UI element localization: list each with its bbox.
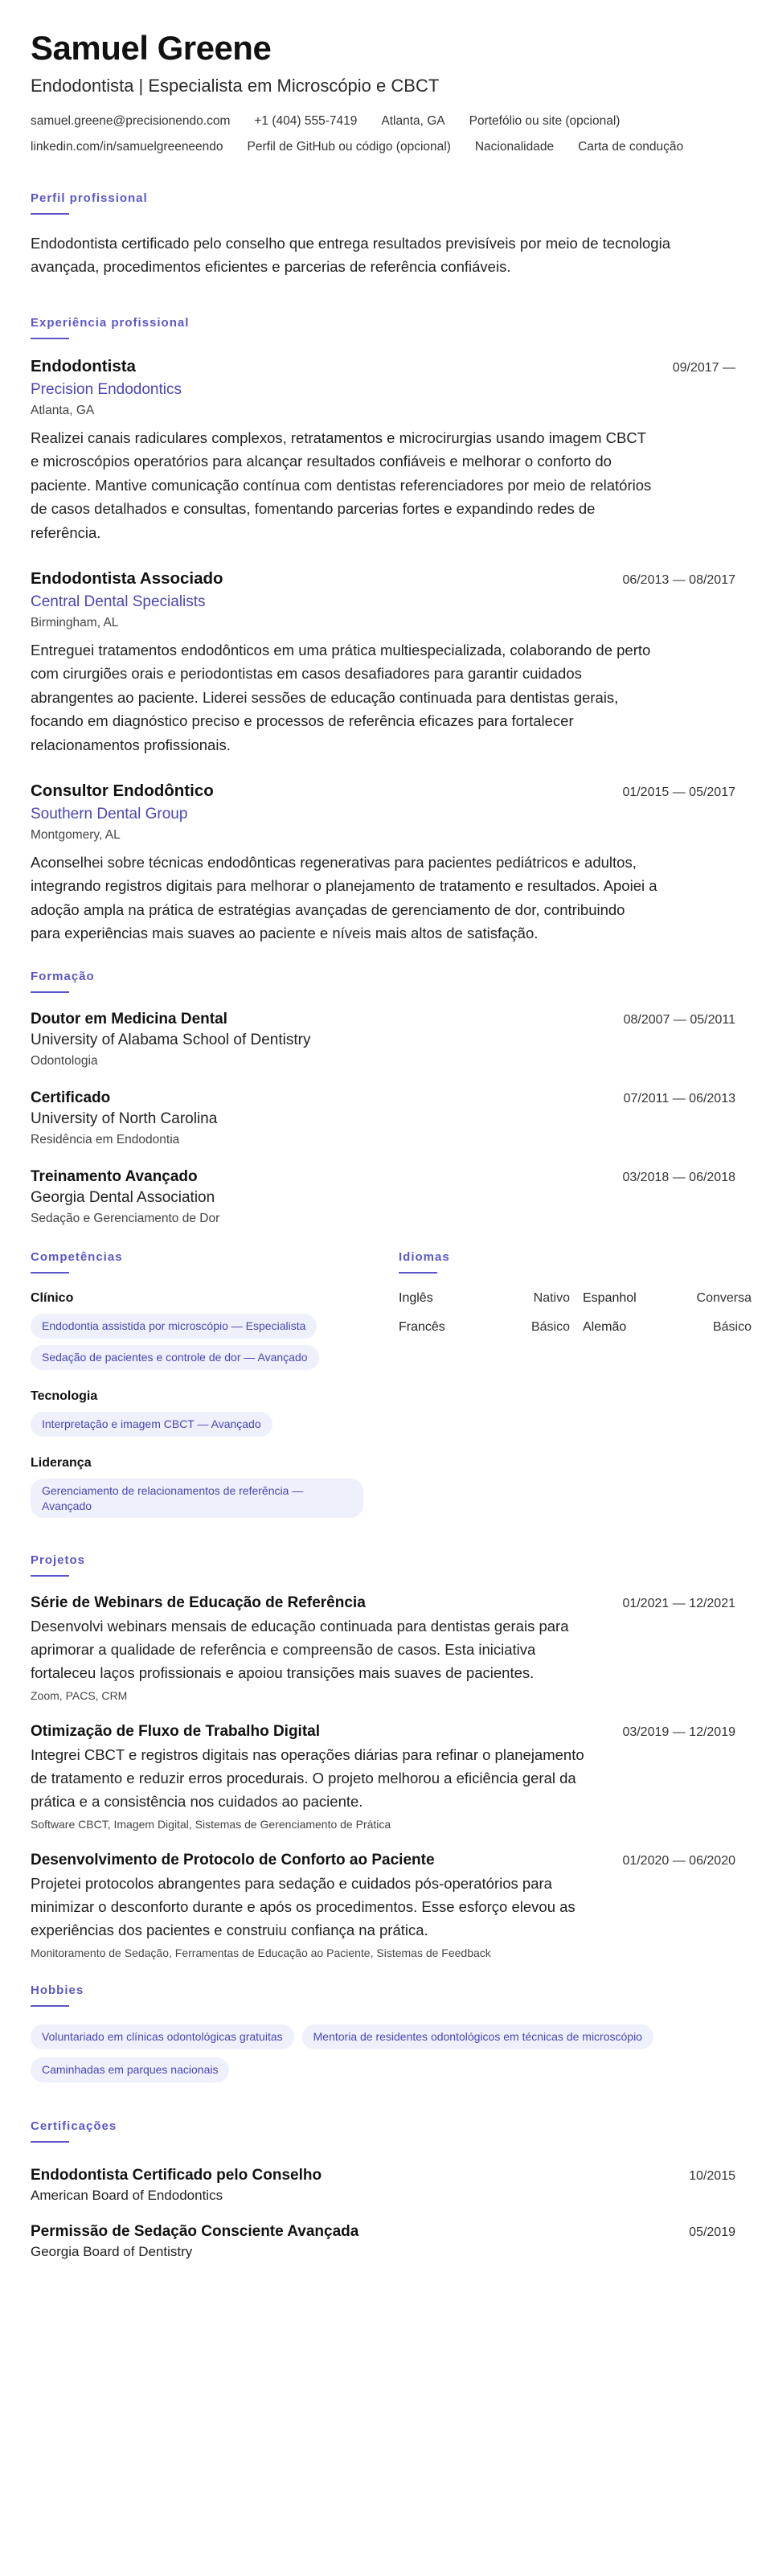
- language-level: Conversa: [696, 1290, 752, 1305]
- section-divider: [31, 1575, 69, 1577]
- section-title: Idiomas: [399, 1249, 450, 1264]
- project-dates: 01/2020 — 06/2020: [622, 1854, 735, 1868]
- skill-chip-group: [31, 1412, 399, 1437]
- job-dates: 09/2017 —: [672, 360, 735, 375]
- section-title: Certificações: [31, 2119, 117, 2134]
- contact-email[interactable]: samuel.greene@precisionendo.com: [31, 114, 231, 129]
- skills-section: [31, 1250, 399, 1537]
- degree-title: Doutor em Medicina Dental: [31, 1010, 227, 1028]
- section-divider: [399, 1272, 437, 1274]
- skill-chip: Gerenciamento de relacionamentos de referência — Avançado: [31, 1479, 363, 1519]
- certification-title: Permissão de Sedação Consciente Avançada: [31, 2223, 359, 2241]
- certification-issuer: American Board of Endodontics: [31, 2188, 223, 2204]
- candidate-name: Samuel Greene: [31, 29, 272, 67]
- education-item: [31, 1089, 735, 1147]
- contact-portfolio[interactable]: Portefólio ou site (opcional): [469, 114, 621, 129]
- skill-chip-group: [31, 1314, 399, 1370]
- job-description: Entreguei tratamentos endodônticos em uma prática multiespecializada, colaborando de perto com cirurgiões orais e periodontistas em casos desafiadores para garantir cuidados abrangentes ao paciente. Liderei sessões de educação continuada para dentistas gerais, focando em diagnóstico preciso e processos de referência eficazes para fortalecer relacionamentos profissionais.: [31, 641, 651, 753]
- education-field: Sedação e Gerenciamento de Dor: [31, 1211, 220, 1225]
- language-name: Alemão: [583, 1319, 627, 1334]
- certification-item: [31, 2223, 735, 2260]
- summary-text: Endodontista certificado pelo conselho que entrega resultados previsíveis por meio de tecnologia avançada, procedimentos eficientes e parcerias de referência confiáveis.: [31, 235, 670, 275]
- projects-section: [31, 1553, 735, 1959]
- language-list: [399, 1290, 752, 1335]
- education-dates: 08/2007 — 05/2011: [623, 1012, 735, 1027]
- school-name: University of North Carolina: [31, 1110, 218, 1127]
- education-field: Odontologia: [31, 1053, 98, 1068]
- project-item: [31, 1723, 735, 1831]
- contact-nationality: Nacionalidade: [474, 140, 555, 154]
- hobby-chip: Voluntariado em clínicas odontológicas gratuitas: [31, 2024, 294, 2049]
- school-name: Georgia Dental Association: [31, 1188, 215, 1206]
- contact-linkedin[interactable]: linkedin.com/in/samuelgreeneendo: [31, 140, 223, 154]
- experience-item: [31, 569, 735, 757]
- hobby-chip-group: [31, 2024, 738, 2082]
- education-dates: 03/2018 — 06/2018: [622, 1170, 735, 1184]
- project-title: Otimização de Fluxo de Trabalho Digital: [31, 1723, 321, 1741]
- candidate-headline: Endodontista | Especialista em Microscópio e CBCT: [31, 76, 440, 96]
- project-dates: 01/2021 — 12/2021: [622, 1597, 735, 1611]
- section-divider: [31, 2005, 69, 2007]
- contact-github[interactable]: Perfil de GitHub ou código (opcional): [247, 140, 451, 154]
- hobby-chip: Caminhadas em parques nacionais: [31, 2057, 229, 2082]
- skill-category: Liderança: [31, 1455, 92, 1470]
- language-level: Básico: [530, 1319, 570, 1334]
- education-field: Residência em Endodontia: [31, 1132, 180, 1146]
- section-title: Perfil profissional: [31, 191, 148, 206]
- resume-header: [31, 29, 735, 154]
- project-item: [31, 1852, 735, 1959]
- project-item: [31, 1594, 735, 1702]
- skill-chip-group: [31, 1479, 399, 1519]
- section-divider: [31, 1272, 69, 1274]
- job-dates: 01/2015 — 05/2017: [622, 785, 735, 799]
- contact-driving-license: Carta de condução: [578, 140, 684, 154]
- company-name: Precision Endodontics: [31, 380, 182, 398]
- job-location: Birmingham, AL: [31, 615, 119, 630]
- job-title: Consultor Endodôntico: [31, 781, 214, 800]
- job-description: Realizei canais radiculares complexos, retratamentos e microcirurgias usando imagem CBCT e microscópios operatórios para alcançar resultados confiáveis e melhorar o conforto do paciente. Mantive comunicação contínua com dentistas referenciadores por meio de relatórios de casos detalhados e consultas, fomentando parcerias fortes e expandindo redes de referência.: [31, 429, 652, 542]
- language-level: Nativo: [533, 1290, 570, 1305]
- company-name: Central Dental Specialists: [31, 593, 206, 610]
- section-title: Formação: [31, 969, 95, 983]
- certification-title: Endodontista Certificado pelo Conselho: [31, 2167, 322, 2184]
- project-description: Desenvolvi webinars mensais de educação continuada para dentistas gerais para aprimorar a qualidade de referência e compreensão de casos. Esta iniciativa fortaleceu laços profissionais e apoiou transições mais suaves de pacientes.: [31, 1618, 569, 1681]
- section-title: Projetos: [31, 1553, 86, 1568]
- language-name: Inglês: [399, 1290, 433, 1305]
- section-divider: [31, 338, 69, 339]
- certifications-section: [31, 2119, 735, 2260]
- section-title: Competências: [31, 1249, 123, 1264]
- experience-section: [31, 316, 735, 945]
- job-title: Endodontista Associado: [31, 568, 223, 588]
- certification-item: [31, 2167, 735, 2204]
- contact-location: Atlanta, GA: [381, 114, 445, 129]
- project-tech: Monitoramento de Sedação, Ferramentas de Educação ao Paciente, Sistemas de Feedback: [31, 1946, 491, 1960]
- certification-issuer: Georgia Board of Dentistry: [31, 2244, 193, 2260]
- education-item: [31, 1011, 735, 1069]
- language-name: Espanhol: [583, 1290, 637, 1305]
- certification-date: 10/2015: [689, 2169, 735, 2184]
- degree-title: Treinamento Avançado: [31, 1167, 198, 1185]
- education-section: [31, 970, 735, 1226]
- school-name: University of Alabama School of Dentistry: [31, 1031, 311, 1048]
- project-dates: 03/2019 — 12/2019: [622, 1725, 735, 1740]
- section-divider: [31, 2141, 69, 2143]
- skill-category: Clínico: [31, 1290, 74, 1305]
- section-divider: [31, 213, 69, 215]
- project-title: Desenvolvimento de Protocolo de Conforto ao Paciente: [31, 1852, 435, 1869]
- contact-phone[interactable]: +1 (404) 555-7419: [254, 114, 358, 129]
- company-name: Southern Dental Group: [31, 805, 188, 822]
- project-tech: Zoom, PACS, CRM: [31, 1689, 128, 1703]
- project-description: Projetei protocolos abrangentes para sedação e cuidados pós-operatórios para minimizar o desconforto durante e após os procedimentos. Esse esforço elevou as experiências dos pacientes e construiu confiança na prática.: [31, 1875, 576, 1938]
- job-dates: 06/2013 — 08/2017: [622, 572, 735, 587]
- skill-chip: Endodontia assistida por microscópio — Especialista: [31, 1314, 317, 1339]
- languages-section: [399, 1249, 752, 1537]
- skill-chip: Sedação de pacientes e controle de dor — Avançado: [31, 1345, 319, 1370]
- project-tech: Software CBCT, Imagem Digital, Sistemas de Gerenciamento de Prática: [31, 1818, 391, 1832]
- job-description: Aconselhei sobre técnicas endodônticas regenerativas para pacientes pediátricos e adultos, integrando registros digitais para melhorar o planejamento de tratamento e resultados. Apoiei a adoção ampla na prática de estratégias avançadas de gerenciamento de dor, contribuindo para experiências mais suaves ao paciente e níveis mais altos de satisfação.: [31, 853, 657, 942]
- hobby-chip: Mentoria de residentes odontológicos em técnicas de microscópio: [302, 2024, 653, 2049]
- experience-item: [31, 781, 735, 945]
- skills-languages-row: [31, 1249, 752, 1537]
- job-location: Montgomery, AL: [31, 827, 121, 842]
- section-title: Experiência profissional: [31, 315, 190, 330]
- job-title: Endodontista: [31, 356, 136, 375]
- language-level: Básico: [712, 1319, 752, 1334]
- education-item: [31, 1168, 735, 1226]
- skill-category: Tecnologia: [31, 1388, 98, 1403]
- experience-item: [31, 357, 735, 545]
- language-name: Francês: [399, 1319, 445, 1334]
- education-dates: 07/2011 — 06/2013: [623, 1091, 735, 1105]
- project-description: Integrei CBCT e registros digitais nas operações diárias para refinar o planejamento de tratamento e reduzir erros procedurais. O projeto melhorou a eficiência geral da prática e a consistência nos cuidados ao paciente.: [31, 1746, 584, 1810]
- section-divider: [31, 991, 69, 993]
- job-location: Atlanta, GA: [31, 403, 95, 417]
- skill-chip: Interpretação e imagem CBCT — Avançado: [31, 1412, 272, 1437]
- summary-section: [31, 191, 735, 278]
- hobbies-section: [31, 1983, 735, 2082]
- contact-list: [31, 114, 690, 154]
- certification-date: 05/2019: [689, 2225, 735, 2240]
- degree-title: Certificado: [31, 1089, 111, 1106]
- section-title: Hobbies: [31, 1983, 84, 1998]
- project-title: Série de Webinars de Educação de Referência: [31, 1594, 366, 1612]
